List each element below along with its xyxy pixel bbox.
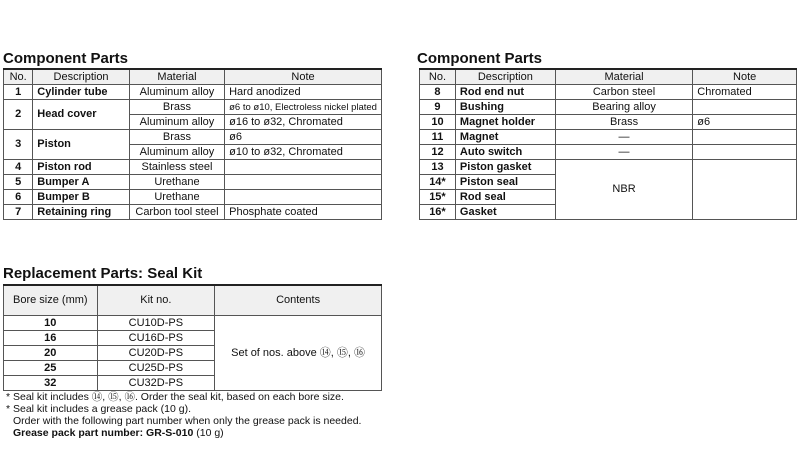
row-note: ø10 to ø32, Chromated bbox=[225, 145, 382, 160]
row-desc: Piston rod bbox=[33, 160, 130, 175]
grease-pack-part-number: Grease pack part number: GR-S-010 bbox=[13, 427, 194, 439]
row-no: 15* bbox=[420, 190, 456, 205]
row-desc: Auto switch bbox=[455, 145, 555, 160]
row-note: ø6 bbox=[693, 115, 797, 130]
row-desc: Cylinder tube bbox=[33, 85, 130, 100]
row-material: Aluminum alloy bbox=[129, 145, 224, 160]
footnote-3: Order with the following part number when only the grease pack is needed. bbox=[13, 415, 362, 427]
row-desc: Retaining ring bbox=[33, 205, 130, 220]
table-row bbox=[420, 115, 797, 130]
footnote-2: * Seal kit includes a grease pack (10 g). bbox=[6, 403, 192, 415]
row-material: Brass bbox=[129, 130, 224, 145]
table-row bbox=[4, 160, 382, 175]
row-no: 5 bbox=[4, 175, 33, 190]
row-kit: CU10D-PS bbox=[97, 316, 215, 331]
row-desc: Gasket bbox=[455, 205, 555, 220]
col-description: Description bbox=[33, 69, 130, 85]
row-note: Phosphate coated bbox=[225, 205, 382, 220]
row-no: 4 bbox=[4, 160, 33, 175]
col-note: Note bbox=[693, 69, 797, 85]
row-note bbox=[225, 190, 382, 205]
row-kit: CU16D-PS bbox=[97, 331, 215, 346]
row-bore: 25 bbox=[4, 361, 98, 376]
table-header-row bbox=[4, 69, 382, 85]
nbr-material-cell: NBR bbox=[555, 160, 693, 220]
row-no: 2 bbox=[4, 100, 33, 130]
row-desc: Piston bbox=[33, 130, 130, 160]
row-no: 14* bbox=[420, 175, 456, 190]
table-row bbox=[420, 130, 797, 145]
row-no: 11 bbox=[420, 130, 456, 145]
table-row bbox=[4, 85, 382, 100]
row-desc: Bushing bbox=[455, 100, 555, 115]
row-desc: Head cover bbox=[33, 100, 130, 130]
table-row bbox=[4, 175, 382, 190]
row-note: ø16 to ø32, Chromated bbox=[225, 115, 382, 130]
contents-cell: Set of nos. above ⑭, ⑮, ⑯ bbox=[215, 316, 382, 391]
col-description: Description bbox=[455, 69, 555, 85]
table-row bbox=[4, 205, 382, 220]
col-no: No. bbox=[4, 69, 33, 85]
row-material: Brass bbox=[555, 115, 693, 130]
row-material: Stainless steel bbox=[129, 160, 224, 175]
seal-kit-title: Replacement Parts: Seal Kit bbox=[3, 265, 203, 282]
row-desc: Piston seal bbox=[455, 175, 555, 190]
row-material: Aluminum alloy bbox=[129, 115, 224, 130]
col-note: Note bbox=[225, 69, 382, 85]
seal-kit-table bbox=[3, 284, 382, 391]
table-row bbox=[420, 100, 797, 115]
row-material: Urethane bbox=[129, 190, 224, 205]
row-note: ø6 bbox=[225, 130, 382, 145]
row-bore: 16 bbox=[4, 331, 98, 346]
table-header-row bbox=[4, 285, 382, 316]
row-note bbox=[225, 175, 382, 190]
table-row bbox=[420, 85, 797, 100]
row-no: 1 bbox=[4, 85, 33, 100]
row-desc: Rod seal bbox=[455, 190, 555, 205]
footnotes bbox=[6, 391, 361, 439]
row-bore: 10 bbox=[4, 316, 98, 331]
col-material: Material bbox=[129, 69, 224, 85]
row-desc: Bumper A bbox=[33, 175, 130, 190]
row-note bbox=[693, 130, 797, 145]
col-kit-no: Kit no. bbox=[97, 285, 215, 316]
right-parts-table bbox=[419, 68, 797, 220]
row-note bbox=[225, 160, 382, 175]
left-parts-title: Component Parts bbox=[3, 50, 129, 67]
row-material: Carbon steel bbox=[555, 85, 693, 100]
footnote-4 bbox=[6, 427, 361, 439]
table-row bbox=[420, 145, 797, 160]
row-no: 8 bbox=[420, 85, 456, 100]
col-no: No. bbox=[420, 69, 456, 85]
row-kit: CU32D-PS bbox=[97, 376, 215, 391]
table-row bbox=[4, 130, 382, 145]
row-material: Aluminum alloy bbox=[129, 85, 224, 100]
row-bore: 20 bbox=[4, 346, 98, 361]
row-kit: CU20D-PS bbox=[97, 346, 215, 361]
row-kit: CU25D-PS bbox=[97, 361, 215, 376]
row-no: 9 bbox=[420, 100, 456, 115]
row-material: Bearing alloy bbox=[555, 100, 693, 115]
row-no: 10 bbox=[420, 115, 456, 130]
row-note bbox=[693, 100, 797, 115]
row-note: Chromated bbox=[693, 85, 797, 100]
col-contents: Contents bbox=[215, 285, 382, 316]
row-no: 12 bbox=[420, 145, 456, 160]
table-row bbox=[4, 190, 382, 205]
row-material: Brass bbox=[129, 100, 224, 115]
row-material: — bbox=[555, 145, 693, 160]
row-note: Hard anodized bbox=[225, 85, 382, 100]
grease-pack-weight: (10 g) bbox=[193, 427, 224, 439]
col-bore-size: Bore size (mm) bbox=[4, 285, 98, 316]
row-material: Carbon tool steel bbox=[129, 205, 224, 220]
row-desc: Magnet holder bbox=[455, 115, 555, 130]
col-material: Material bbox=[555, 69, 693, 85]
row-material: Urethane bbox=[129, 175, 224, 190]
row-desc: Rod end nut bbox=[455, 85, 555, 100]
row-note bbox=[693, 145, 797, 160]
table-header-row bbox=[420, 69, 797, 85]
row-no: 16* bbox=[420, 205, 456, 220]
table-row bbox=[4, 100, 382, 115]
row-bore: 32 bbox=[4, 376, 98, 391]
row-desc: Magnet bbox=[455, 130, 555, 145]
row-desc: Piston gasket bbox=[455, 160, 555, 175]
table-row bbox=[420, 160, 797, 175]
table-row bbox=[4, 316, 382, 331]
row-note: ø6 to ø10, Electroless nickel plated bbox=[225, 100, 382, 115]
right-parts-title: Component Parts bbox=[417, 50, 543, 67]
row-material: — bbox=[555, 130, 693, 145]
row-no: 3 bbox=[4, 130, 33, 160]
row-no: 6 bbox=[4, 190, 33, 205]
left-parts-table bbox=[3, 68, 382, 220]
footnote-1: * Seal kit includes ⑭, ⑮, ⑯. Order the seal kit, based on each bore size. bbox=[6, 391, 344, 403]
row-no: 7 bbox=[4, 205, 33, 220]
row-desc: Bumper B bbox=[33, 190, 130, 205]
row-note bbox=[693, 160, 797, 220]
row-no: 13 bbox=[420, 160, 456, 175]
